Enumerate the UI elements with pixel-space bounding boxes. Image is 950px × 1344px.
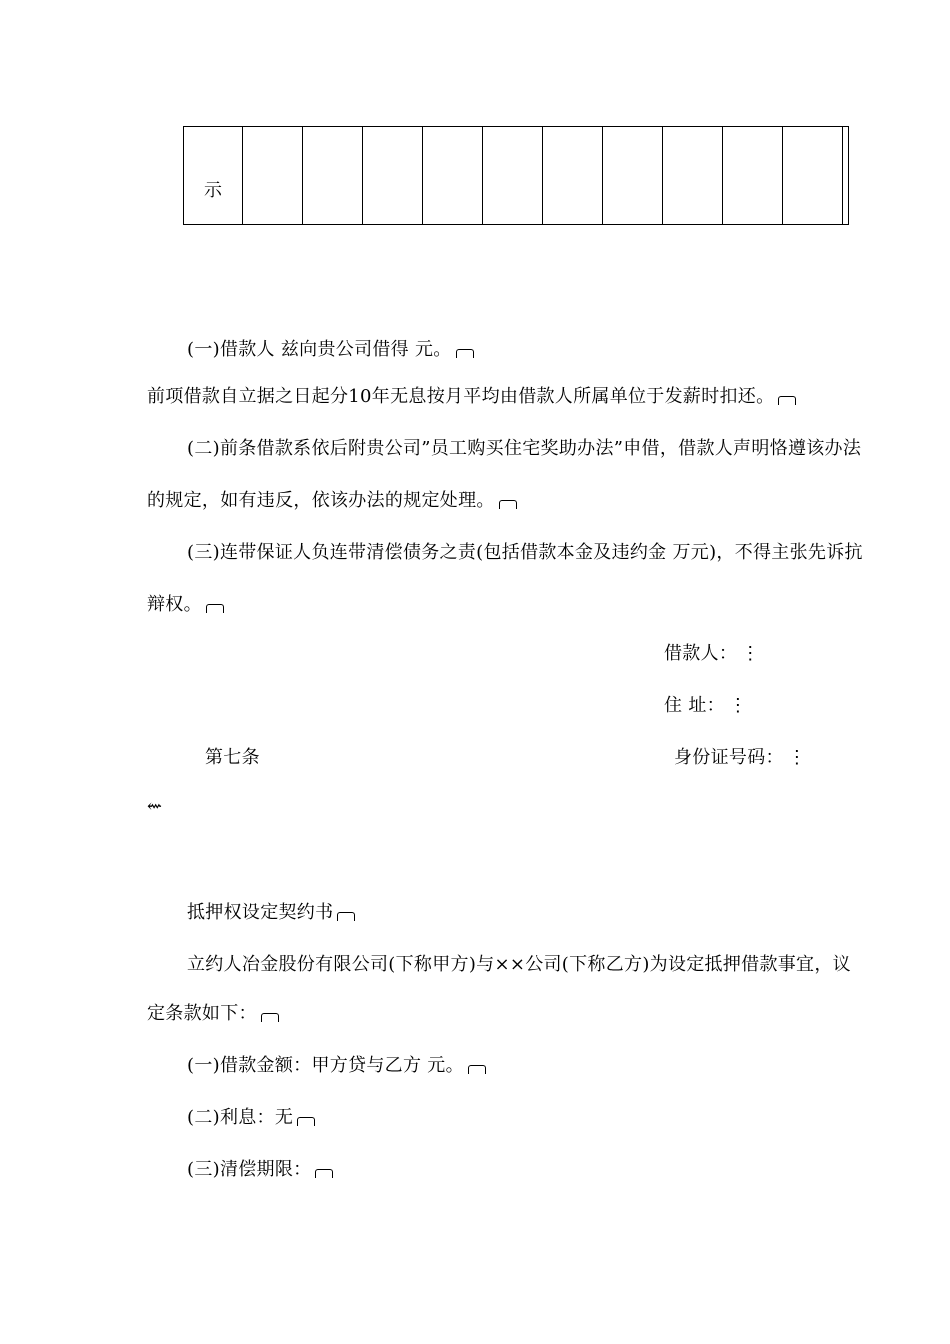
paragraph-text: (二)前条借款系依后附贵公司”员工购买住宅奖助办法”申借，借款人声明恪遵该办法 [187, 438, 862, 459]
paragraph-mark-icon [261, 1013, 279, 1022]
paragraph-text: (一)借款金额：甲方贷与乙方 元。 [187, 1055, 464, 1076]
dots-icon: ⋮ [741, 643, 760, 664]
signature-id-number [674, 746, 806, 770]
article-seven-heading [205, 746, 260, 770]
paragraph-text: 定条款如下： [147, 1003, 257, 1024]
table-cell [723, 127, 783, 225]
paragraph-text: 辩权。 [147, 594, 202, 615]
table-cell [303, 127, 363, 225]
paragraph-mark-icon [456, 349, 474, 358]
contract-item-interest [187, 1106, 315, 1130]
table-cell: 示 [184, 127, 243, 225]
paragraph-rules-line1 [187, 437, 861, 461]
paragraph-text: 的规定，如有违反，依该办法的规定处理。 [147, 490, 495, 511]
paragraph-text: 立约人冶金股份有限公司(下称甲方)与××公司(下称乙方)为设定抵押借款事宜，议 [187, 954, 851, 975]
table-cell [363, 127, 423, 225]
dots-icon: ⋮ [787, 747, 807, 768]
contract-title-text: 抵押权设定契约书 [187, 902, 334, 923]
table-cell [843, 127, 849, 225]
paragraph-repayment [147, 385, 796, 409]
table-fragment [183, 126, 849, 225]
paragraph-mark-icon [778, 396, 796, 405]
table-cell [483, 127, 543, 225]
table-cell [543, 127, 603, 225]
table-cell [603, 127, 663, 225]
paragraph-text: (三)连带保证人负连带清偿债务之责(包括借款本金及违约金 万元)，不得主张先诉抗 [187, 542, 863, 563]
paragraph-mark-icon [337, 912, 355, 921]
contract-title [187, 901, 355, 925]
contract-intro-line1 [187, 953, 851, 977]
contract-item-term [187, 1158, 333, 1182]
paragraph-mark-icon [206, 604, 224, 613]
article-label: 第七条 [205, 747, 260, 768]
decorative-arrow-icon: ⇜ [147, 796, 163, 817]
contract-intro-line2 [147, 1002, 279, 1026]
table-cell [423, 127, 483, 225]
table-cell [783, 127, 843, 225]
paragraph-mark-icon [499, 500, 517, 509]
paragraph-text: (一)借款人 兹向贵公司借得 元。 [187, 339, 452, 360]
paragraph-text: (二)利息：无 [187, 1107, 294, 1128]
signature-address [664, 694, 747, 718]
borrower-label: 借款人： [664, 643, 738, 664]
paragraph-mark-icon [297, 1117, 315, 1126]
id-label: 身份证号码： [674, 747, 784, 768]
dots-icon: ⋮ [728, 695, 748, 716]
table-cell [663, 127, 723, 225]
paragraph-loan-amount [187, 338, 474, 362]
paragraph-guarantor-line1 [187, 541, 863, 565]
contract-item-amount [187, 1054, 486, 1078]
table-cell [243, 127, 303, 225]
signature-borrower [664, 642, 760, 666]
paragraph-text: (三)清偿期限： [187, 1159, 312, 1180]
paragraph-mark-icon [315, 1169, 333, 1178]
paragraph-guarantor-line2 [147, 593, 224, 617]
paragraph-rules-line2 [147, 489, 517, 513]
table-row [184, 127, 849, 225]
paragraph-mark-icon [468, 1065, 486, 1074]
paragraph-text: 前项借款自立据之日起分10年无息按月平均由借款人所属单位于发薪时扣还。 [147, 386, 775, 407]
address-label: 住 址： [664, 695, 725, 716]
